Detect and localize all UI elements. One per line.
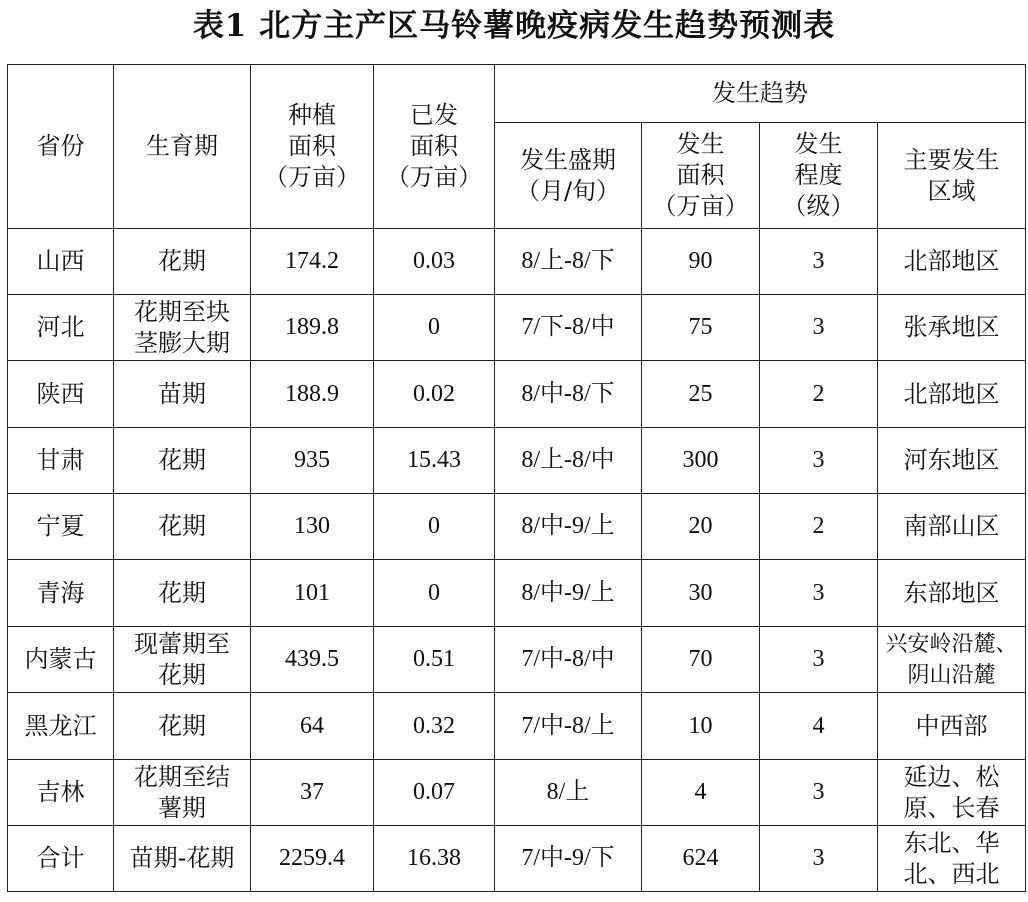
header-province: 省份 (8, 65, 114, 229)
cell-planting: 101 (251, 560, 374, 627)
cell-text: 延边、松 (903, 762, 1000, 791)
cell-occurred: 0.02 (374, 361, 495, 428)
cell-peak: 8/上 (495, 760, 642, 826)
cell-stage: 花期 (114, 229, 251, 295)
cell-level: 3 (760, 428, 878, 494)
header-severity (760, 123, 878, 229)
cell-text: 茎膨大期 (134, 328, 230, 357)
cell-peak: 7/中-9/下 (495, 826, 642, 892)
header-text: 主要发生 (903, 145, 1000, 174)
cell-occurred: 0 (374, 560, 495, 627)
cell-occurred: 0 (374, 295, 495, 361)
header-text: （万亩） (652, 192, 749, 220)
header-main-region (878, 123, 1026, 229)
cell-province: 山西 (8, 229, 114, 295)
cell-peak: 8/中-9/上 (495, 560, 642, 627)
cell-planting: 64 (251, 693, 374, 760)
cell-area: 300 (642, 428, 760, 494)
cell-occurred: 15.43 (374, 428, 495, 494)
cell-occurred: 0.03 (374, 229, 495, 295)
cell-area: 70 (642, 627, 760, 693)
table-row (8, 560, 1026, 627)
cell-region (878, 627, 1026, 693)
cell-region: 中西部 (878, 693, 1026, 760)
cell-level: 2 (760, 494, 878, 560)
cell-occurred: 0 (374, 494, 495, 560)
cell-province: 合计 (8, 826, 114, 892)
table-row (8, 229, 1026, 295)
cell-area: 20 (642, 494, 760, 560)
cell-level: 3 (760, 627, 878, 693)
cell-stage: 花期 (114, 494, 251, 560)
table-row (8, 361, 1026, 428)
cell-planting: 130 (251, 494, 374, 560)
header-text: （月/旬） (515, 176, 621, 205)
table-body (8, 229, 1026, 892)
cell-area: 30 (642, 560, 760, 627)
cell-stage (114, 627, 251, 693)
header-text: 发生盛期 (520, 145, 616, 174)
cell-occurred: 16.38 (374, 826, 495, 892)
cell-province: 黑龙江 (8, 693, 114, 760)
table-row (8, 428, 1026, 494)
cell-level: 3 (760, 229, 878, 295)
cell-text: 兴安岭沿麓、 (885, 631, 1018, 657)
cell-province: 宁夏 (8, 494, 114, 560)
header-text: 面积 (288, 132, 336, 160)
cell-peak: 8/中-8/下 (495, 361, 642, 428)
cell-level: 4 (760, 693, 878, 760)
cell-area: 25 (642, 361, 760, 428)
header-text: 发生 (676, 130, 725, 158)
cell-text: 花期 (158, 660, 206, 689)
cell-stage: 花期 (114, 560, 251, 627)
cell-level: 3 (760, 826, 878, 892)
cell-occurred: 0.07 (374, 760, 495, 826)
cell-level: 3 (760, 760, 878, 826)
cell-province: 陕西 (8, 361, 114, 428)
header-text: 面积 (410, 132, 458, 160)
cell-planting: 188.9 (251, 361, 374, 428)
header-text: 面积 (676, 161, 725, 189)
cell-province: 青海 (8, 560, 114, 627)
cell-level: 3 (760, 295, 878, 361)
cell-peak: 7/中-8/上 (495, 693, 642, 760)
cell-region: 河东地区 (878, 428, 1026, 494)
header-peak-period (495, 123, 642, 229)
header-planting-area (251, 65, 374, 229)
header-growth-stage: 生育期 (114, 65, 251, 229)
cell-stage: 花期 (114, 428, 251, 494)
cell-peak: 7/中-8/中 (495, 627, 642, 693)
cell-level: 2 (760, 361, 878, 428)
table-title: 表1 北方主产区马铃薯晚疫病发生趋势预测表 (192, 8, 836, 44)
cell-planting: 189.8 (251, 295, 374, 361)
cell-stage: 苗期-花期 (114, 826, 251, 892)
total-row (8, 826, 1026, 892)
header-text: （万亩） (264, 163, 360, 191)
cell-region (878, 760, 1026, 826)
cell-peak: 8/上-8/中 (495, 428, 642, 494)
header-text: 发生 (794, 130, 843, 158)
table-row (8, 295, 1026, 361)
header-occurred-area (374, 65, 495, 229)
table-row (8, 627, 1026, 693)
table-row (8, 494, 1026, 560)
header-text: 已发 (410, 101, 458, 129)
cell-text: 现蕾期至 (134, 629, 230, 658)
cell-text: 东北、华 (903, 828, 1000, 857)
cell-level: 3 (760, 560, 878, 627)
cell-province: 吉林 (8, 760, 114, 826)
header-text: （万亩） (386, 163, 482, 191)
cell-planting: 37 (251, 760, 374, 826)
cell-planting: 174.2 (251, 229, 374, 295)
header-trend-area (642, 123, 760, 229)
cell-region: 南部山区 (878, 494, 1026, 560)
cell-region (878, 826, 1026, 892)
cell-peak: 8/中-9/上 (495, 494, 642, 560)
cell-peak: 7/下-8/中 (495, 295, 642, 361)
cell-area: 624 (642, 826, 760, 892)
header-trend-group: 发生趋势 (495, 65, 1026, 123)
header-text: 区域 (927, 176, 976, 205)
cell-region: 张承地区 (878, 295, 1026, 361)
cell-text: 北、西北 (903, 859, 1000, 888)
cell-province: 内蒙古 (8, 627, 114, 693)
cell-province: 甘肃 (8, 428, 114, 494)
cell-text: 阴山沿麓 (907, 662, 996, 688)
cell-region: 北部地区 (878, 361, 1026, 428)
header-text: （级） (782, 192, 855, 220)
cell-region: 北部地区 (878, 229, 1026, 295)
cell-peak: 8/上-8/下 (495, 229, 642, 295)
cell-stage (114, 760, 251, 826)
cell-area: 10 (642, 693, 760, 760)
cell-text: 花期至块 (134, 297, 230, 326)
table-row (8, 760, 1026, 826)
cell-text: 花期至结 (134, 762, 230, 791)
cell-stage: 花期 (114, 693, 251, 760)
cell-area: 4 (642, 760, 760, 826)
header-text: 程度 (794, 161, 843, 189)
cell-area: 75 (642, 295, 760, 361)
cell-region: 东部地区 (878, 560, 1026, 627)
cell-occurred: 0.32 (374, 693, 495, 760)
cell-stage (114, 295, 251, 361)
cell-planting: 935 (251, 428, 374, 494)
table-row (8, 693, 1026, 760)
forecast-table (7, 64, 1026, 892)
cell-province: 河北 (8, 295, 114, 361)
cell-planting: 439.5 (251, 627, 374, 693)
cell-text: 原、长春 (903, 793, 1000, 822)
cell-area: 90 (642, 229, 760, 295)
cell-stage: 苗期 (114, 361, 251, 428)
cell-text: 薯期 (158, 793, 206, 822)
header-text: 种植 (288, 101, 336, 129)
cell-planting: 2259.4 (251, 826, 374, 892)
cell-occurred: 0.51 (374, 627, 495, 693)
